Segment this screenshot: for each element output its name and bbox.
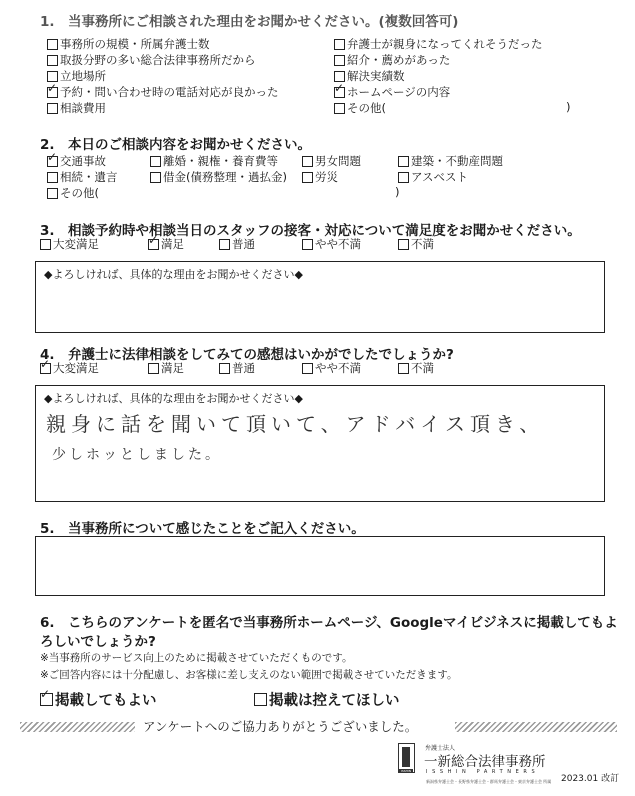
firm-offices: 新潟県弁護士会・長野県弁護士会・群馬弁護士会・東京弁護士会 所属 <box>426 779 552 784</box>
q2-option-debt[interactable]: 借金(債務整理・過払金) <box>150 169 287 185</box>
footer-thanks: アンケートへのご協力ありがとうございました。 <box>143 719 418 734</box>
q2-title: 2. 本日のご相談内容をお聞かせください。 <box>40 137 312 153</box>
checkbox[interactable] <box>47 55 58 66</box>
q4-prompt: ◆よろしければ、具体的な理由をお聞かせください◆ <box>44 392 303 405</box>
q3-option-normal[interactable]: 普通 <box>219 236 255 252</box>
checkbox-checked[interactable] <box>40 363 51 374</box>
q2-option-inheritance[interactable]: 相続・遺言 <box>47 169 118 185</box>
q4-option-satisfied[interactable]: 満足 <box>148 360 184 376</box>
q1-title: 1. 当事務所にご相談された理由をお聞かせください。(複数回答可) <box>40 14 459 30</box>
checkbox[interactable] <box>40 239 51 250</box>
checkbox[interactable] <box>302 156 313 167</box>
q1-option-areas[interactable]: 取扱分野の多い総合法律事務所だから <box>47 52 256 68</box>
q1-option-location[interactable]: 立地場所 <box>47 68 106 84</box>
q4-title: 4. 弁護士に法律相談をしてみての感想はいかがでしたでしょうか? <box>40 347 454 363</box>
q2-option-realestate[interactable]: 建築・不動産問題 <box>398 153 503 169</box>
checkbox[interactable] <box>150 156 161 167</box>
checkbox[interactable] <box>398 363 409 374</box>
checkbox-checked[interactable] <box>47 156 58 167</box>
q3-prompt: ◆よろしければ、具体的な理由をお聞かせください◆ <box>44 268 303 281</box>
q1-option-fee[interactable]: 相談費用 <box>47 100 106 116</box>
q6-title-line1: 6. こちらのアンケートを匿名で当事務所ホームページ、Googleマイビジネスに掲載してもよ <box>40 615 618 631</box>
q2-option-other[interactable]: その他( <box>47 185 99 201</box>
checkbox[interactable] <box>47 188 58 199</box>
q1-option-record[interactable]: 解決実績数 <box>334 68 405 84</box>
q2-option-gender[interactable]: 男女問題 <box>302 153 361 169</box>
q2-other-close: ) <box>395 185 400 199</box>
firm-logo: ISSHIN <box>398 743 415 773</box>
q3-option-dissatisfied[interactable]: 不満 <box>398 236 434 252</box>
checkbox[interactable] <box>302 172 313 183</box>
checkbox-checked[interactable] <box>334 87 345 98</box>
q2-option-divorce[interactable]: 離婚・親権・養育費等 <box>150 153 278 169</box>
q2-option-labor[interactable]: 労災 <box>302 169 338 185</box>
firm-name: 一新総合法律事務所 <box>424 754 546 770</box>
q1-option-other[interactable]: その他( <box>334 100 386 116</box>
q3-option-satisfied[interactable]: ✓ 満足 <box>148 236 184 252</box>
q1-option-referral[interactable]: 紹介・薦めがあった <box>334 52 450 68</box>
checkbox-checked[interactable] <box>148 239 159 250</box>
q4-handwritten-line2: 少しホッとしました。 <box>52 447 222 463</box>
q4-option-somewhat-dissatisfied[interactable]: やや不満 <box>302 360 361 376</box>
revision-date: 2023.01 改訂 <box>561 774 620 784</box>
checkbox[interactable] <box>334 71 345 82</box>
checkbox[interactable] <box>47 39 58 50</box>
q3-title: 3. 相談予約時や相談当日のスタッフの接客・対応について満足度をお聞かせください。 <box>40 223 581 239</box>
checkbox[interactable] <box>398 172 409 183</box>
q1-option-homepage[interactable]: ✓ ホームページの内容 <box>334 84 450 100</box>
q6-note2: ※ご回答内容には十分配慮し、お客様に差し支えのない範囲で掲載させていただきます。 <box>40 669 458 681</box>
checkbox[interactable] <box>219 239 230 250</box>
checkbox[interactable] <box>150 172 161 183</box>
checkbox[interactable] <box>334 55 345 66</box>
q3-option-somewhat-dissatisfied[interactable]: やや不満 <box>302 236 361 252</box>
q5-title: 5. 当事務所について感じたことをご記入ください。 <box>40 521 365 537</box>
checkbox[interactable] <box>398 156 409 167</box>
checkbox[interactable] <box>302 239 313 250</box>
q6-option-allow[interactable]: ✓ 掲載してもよい <box>40 689 157 710</box>
q4-option-dissatisfied[interactable]: 不満 <box>398 360 434 376</box>
q6-title-line2: ろしいでしょうか? <box>40 634 156 650</box>
q5-comment-box[interactable] <box>35 536 605 596</box>
checkbox-checked[interactable] <box>47 87 58 98</box>
q1-other-close: ) <box>566 100 571 114</box>
q4-handwritten-line1: 親身に話を聞いて頂いて、アドバイス頂き、 <box>46 412 545 436</box>
q4-comment-box[interactable] <box>35 385 605 502</box>
q6-option-decline[interactable]: 掲載は控えてほしい <box>254 689 400 710</box>
checkbox[interactable] <box>334 103 345 114</box>
q2-option-asbestos[interactable]: アスベスト <box>398 169 468 185</box>
checkbox-checked[interactable] <box>40 693 53 706</box>
checkbox[interactable] <box>219 363 230 374</box>
checkbox[interactable] <box>334 39 345 50</box>
q3-comment-box[interactable] <box>35 261 605 333</box>
footer-hatch-left <box>20 722 135 732</box>
firm-type: 弁護士法人 <box>425 745 456 752</box>
footer-hatch-right <box>455 722 617 732</box>
checkbox[interactable] <box>302 363 313 374</box>
firm-name-en: ISSHIN PARTNERS <box>426 769 540 775</box>
q2-option-traffic[interactable]: ✓ 交通事故 <box>47 153 106 169</box>
q6-note1: ※当事務所のサービス向上のために掲載させていただくものです。 <box>40 652 353 664</box>
q4-option-normal[interactable]: 普通 <box>219 360 255 376</box>
q3-option-very-satisfied[interactable]: 大変満足 <box>40 236 99 252</box>
checkbox[interactable] <box>47 103 58 114</box>
q1-option-scale[interactable]: 事務所の規模・所属弁護士数 <box>47 36 210 52</box>
checkbox[interactable] <box>47 71 58 82</box>
q1-option-kind[interactable]: 弁護士が親身になってくれそうだった <box>334 36 543 52</box>
q4-option-very-satisfied[interactable]: ✓ 大変満足 <box>40 360 99 376</box>
checkbox[interactable] <box>47 172 58 183</box>
checkbox[interactable] <box>254 693 267 706</box>
checkbox[interactable] <box>148 363 159 374</box>
checkbox[interactable] <box>398 239 409 250</box>
q1-option-phone[interactable]: ✓ 予約・問い合わせ時の電話対応が良かった <box>47 84 279 100</box>
